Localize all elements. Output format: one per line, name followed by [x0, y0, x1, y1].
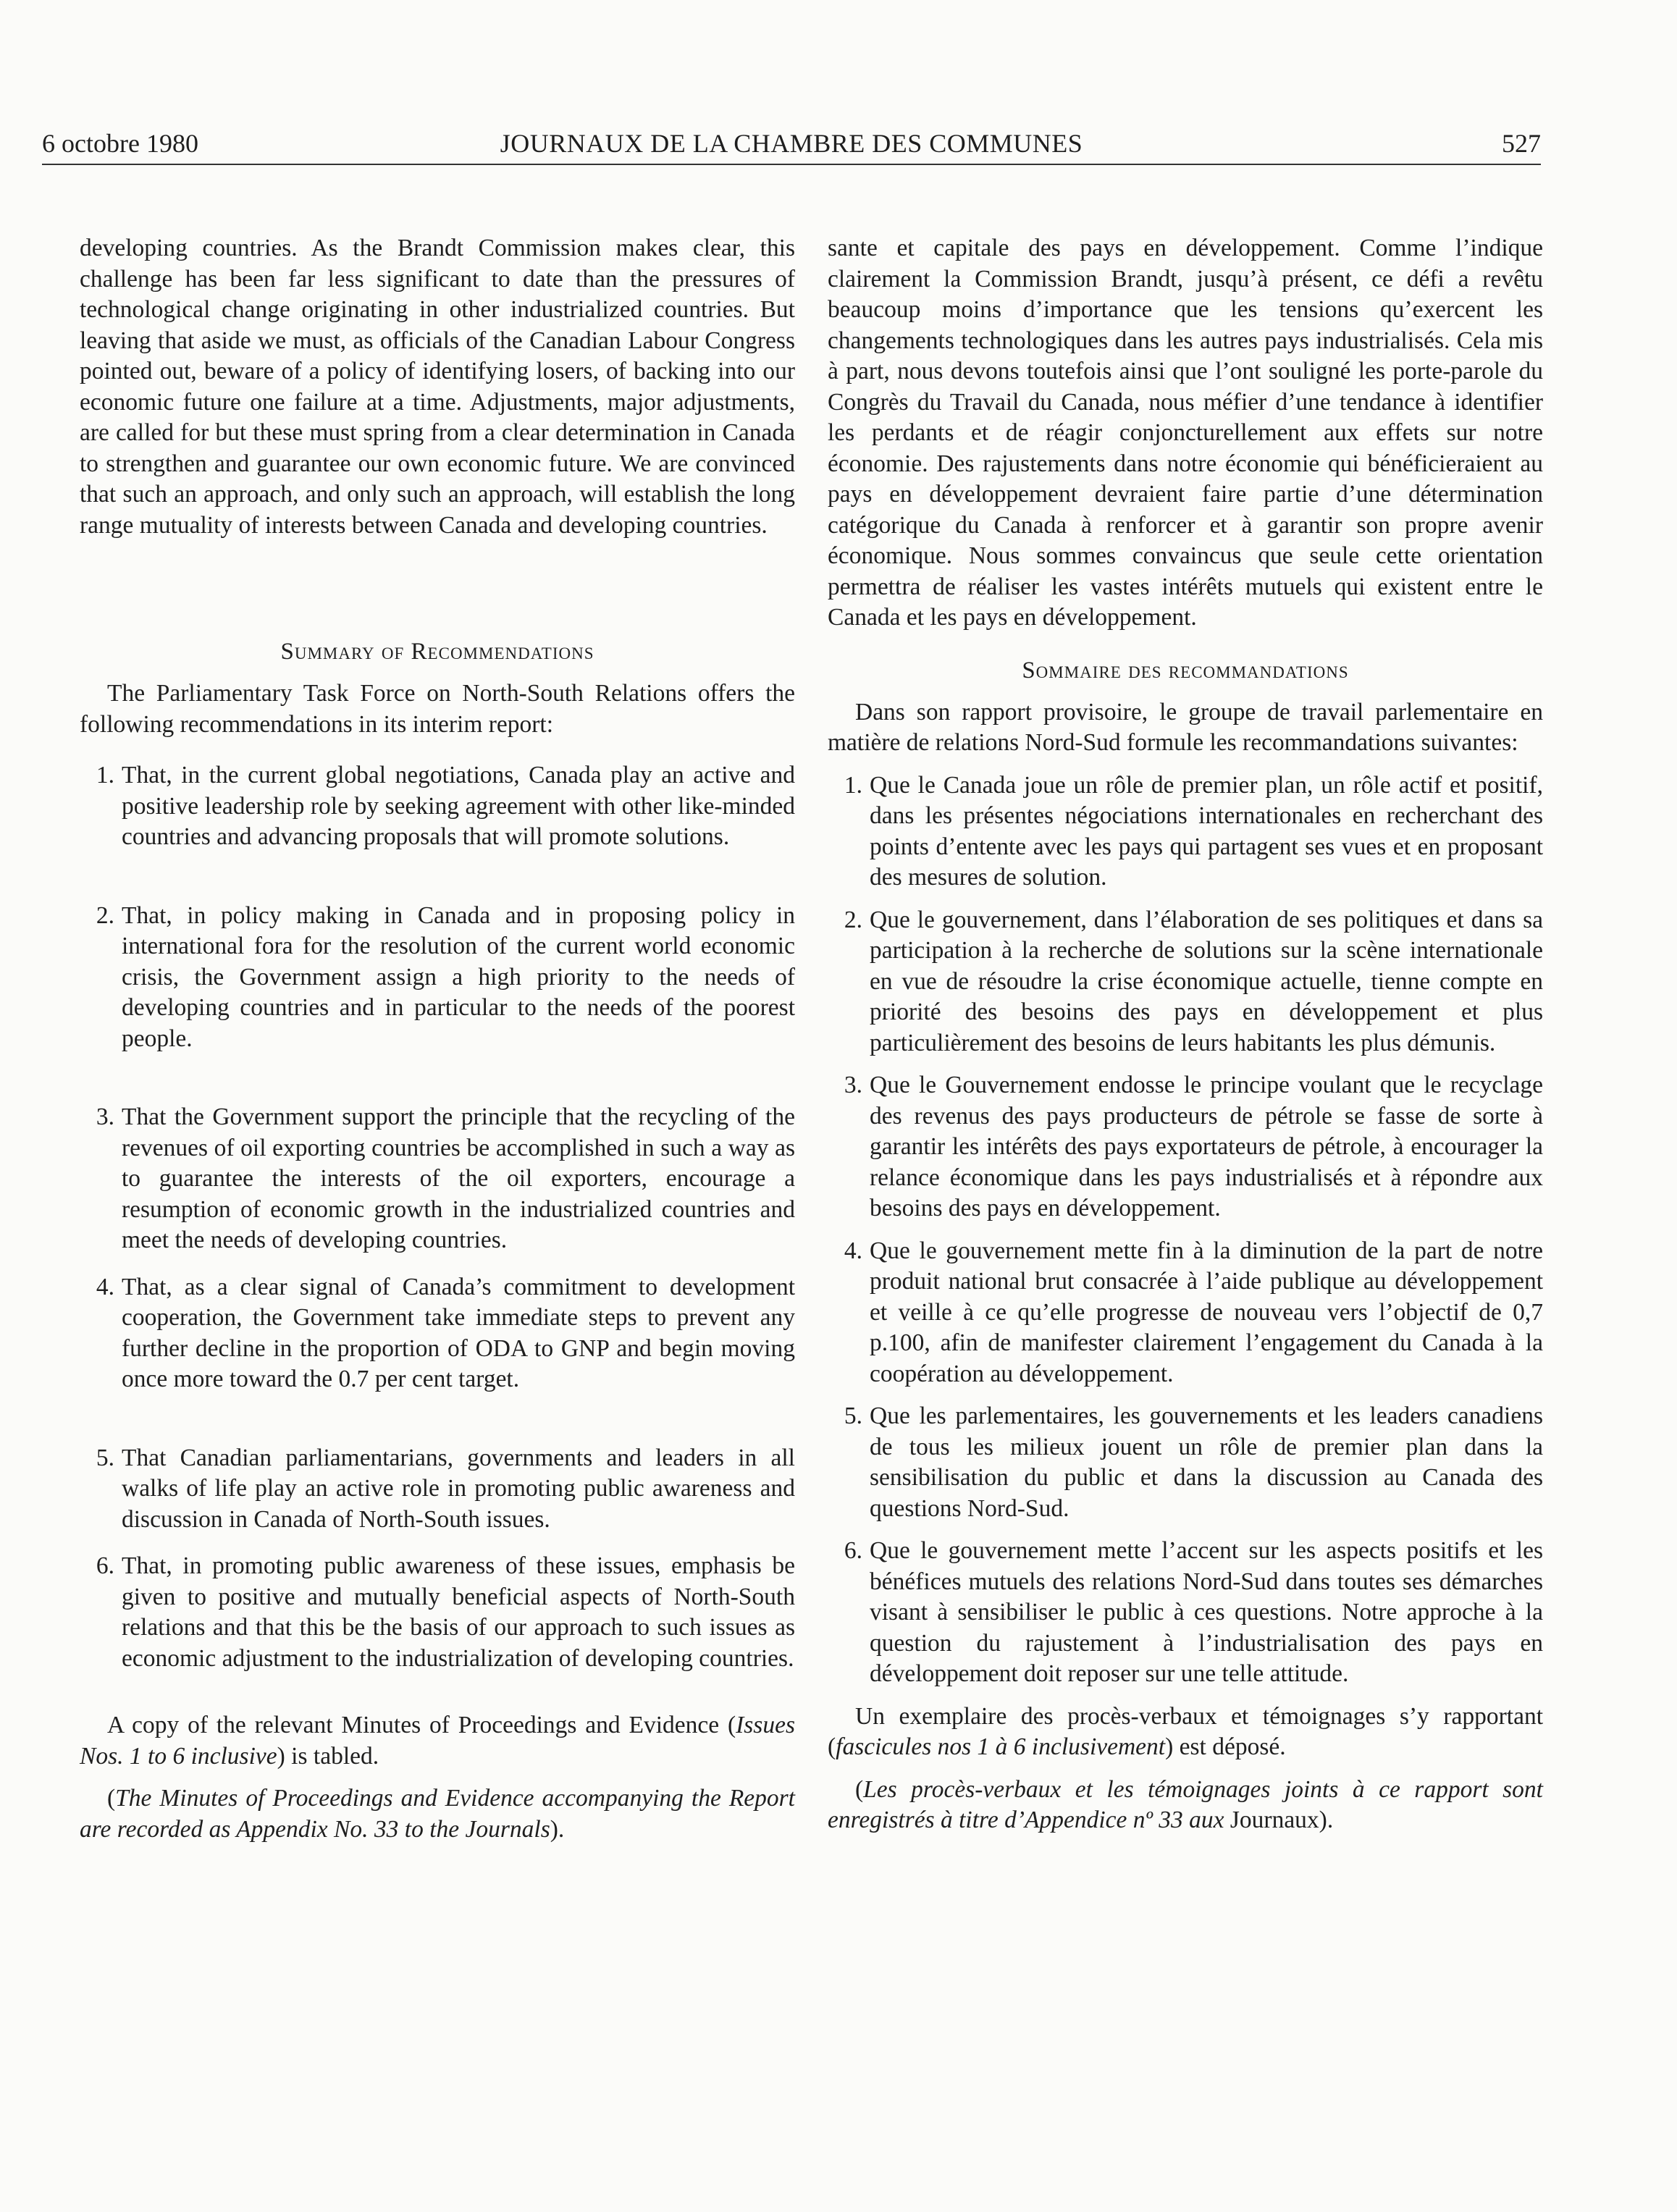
page-header — [42, 126, 1541, 165]
spacer — [80, 740, 795, 760]
spacer — [80, 1772, 795, 1783]
italic-span: fascicules nos 1 à 6 inclusivement — [836, 1733, 1166, 1760]
rec-number: 1. — [844, 771, 862, 799]
rec-number: 5. — [96, 1444, 114, 1471]
rec-text: That, as a clear signal of Canada’s commitment to development cooperation, the Government take immediate steps to prevent any further decline in the proportion of ODA to GNP and begin moving once more toward the 0.7 per cent target. — [122, 1273, 795, 1392]
english-recommendation-3 — [80, 1102, 795, 1256]
rec-text: Que les parlementaires, les gouvernements et les leaders canadiens de tous les milieux jouent un rôle de premier plan dans la sensibilisation du public et dans la discussion au Canada des questions Nord-Sud. — [870, 1403, 1543, 1522]
french-recommendation-3 — [828, 1070, 1543, 1224]
english-recommendation-2 — [80, 901, 795, 1055]
spacer — [828, 1690, 1543, 1702]
spacer — [80, 1535, 795, 1551]
page-number: 527 — [1502, 129, 1541, 158]
french-intro: Dans son rapport provisoire, le groupe de travail parlementaire en matière de relations Nord-Sud formule les recommandations suivantes: — [828, 698, 1543, 756]
english-recommendation-1 — [80, 760, 795, 853]
spacer — [828, 1763, 1543, 1775]
rec-number: 2. — [96, 901, 114, 929]
spacer — [828, 1524, 1543, 1536]
text-span: ) est déposé. — [1165, 1733, 1286, 1760]
text-span: ) is tabled. — [277, 1742, 379, 1770]
french-recommendation-6 — [828, 1536, 1543, 1690]
rec-text: That Canadian parliamentarians, governments and leaders in all walks of life play an active role in promoting public awareness and discussion in Canada of North-South issues. — [122, 1444, 795, 1533]
english-section-heading: Summary of Recommendations — [280, 639, 594, 665]
header-title: JOURNAUX DE LA CHAMBRE DES COMMUNES — [500, 129, 1083, 158]
spacer — [828, 1389, 1543, 1401]
spacer — [80, 1674, 795, 1710]
header-date: 6 octobre 1980 — [42, 129, 198, 158]
rec-number: 4. — [96, 1273, 114, 1300]
french-recommendation-5 — [828, 1401, 1543, 1524]
rec-number: 2. — [844, 906, 862, 933]
rec-text: Que le gouvernement mette l’accent sur les aspects positifs et les bénéfices mutuels des relations Nord-Sud dans toutes ses démarches visant à sensibiliser le public à ces questions. Notre approche à la question du rajustement à l’industrialisation des pays en développement doit reposer sur une telle attitude. — [870, 1537, 1543, 1687]
spacer — [828, 1059, 1543, 1070]
french-recommendation-4 — [828, 1236, 1543, 1390]
english-recommendation-5 — [80, 1443, 795, 1536]
spacer — [80, 1054, 795, 1102]
rec-number: 5. — [844, 1403, 862, 1429]
rec-text: That, in policy making in Canada and in proposing policy in international fora for the resolution of the current world economic crisis, the Government assign a high priority to the needs of developing countries and in particular to the needs of the poorest people. — [122, 901, 795, 1052]
rec-text: That the Government support the principle that the recycling of the revenues of oil exporting countries be accomplished in such a way as to guarantee the interests of the oil exporters, encourage a resumption of economic growth in the industrialized countries and meet the needs of developing countries. — [122, 1103, 795, 1253]
italic-span: The Minutes of Proceedings and Evidence accompanying the Report are recorded as Appendix No. 33 to the Journals — [80, 1785, 795, 1843]
rec-text: Que le Gouvernement endosse le principe voulant que le recyclage des revenus des pays producteurs de pétrole se fasse de sorte à garantir les intérêts des pays exportateurs de pétrole, à encourager la relance économique dans les pays industrialisés et à répondre aux besoins des pays en développement. — [870, 1072, 1543, 1221]
french-appendix-note — [828, 1775, 1543, 1836]
spacer — [828, 1224, 1543, 1236]
english-recommendation-6 — [80, 1551, 795, 1674]
text-span: ). — [550, 1815, 565, 1843]
rec-number: 6. — [844, 1537, 862, 1564]
spacer — [828, 759, 1543, 770]
rec-number: 6. — [96, 1552, 114, 1579]
rec-text: That, in promoting public awareness of these issues, emphasis be given to positive and mutually beneficial aspects of North-South relations and that this be the basis of our approach to such issues as economic adjustment to the industrialization of developing countries. — [122, 1552, 795, 1672]
rec-text: Que le gouvernement mette fin à la diminution de la part de notre produit national brut consacrée à l’aide publique au développement et veille à ce qu’elle progresse de nouveau vers l’objectif de 0,7 p.100, afin de manifester clairement l’engagement du Canada à la coopération au développement. — [870, 1237, 1543, 1387]
rec-number: 3. — [96, 1103, 114, 1130]
italic-span: Issues Nos. 1 to 6 inclusive — [80, 1712, 795, 1770]
text-span: A copy of the relevant Minutes of Proceedings and Evidence ( — [107, 1712, 736, 1738]
french-recommendation-2 — [828, 905, 1543, 1059]
spacer — [80, 541, 795, 636]
italic-span: Les procès-verbaux et les témoignages joints à ce rapport sont enregistrés à titre d’Appendice nº 33 aux — [828, 1775, 1543, 1833]
english-recommendation-4 — [80, 1272, 795, 1395]
text-span: Journaux). — [1224, 1807, 1334, 1833]
french-section-heading: Sommaire des recommandations — [1022, 657, 1349, 684]
rec-text: Que le Canada joue un rôle de premier plan, un rôle actif et positif, dans les présentes négociations internationales en recherchant des points d’entente avec les pays qui partagent ses vues et en proposant des mesures de solution. — [870, 771, 1543, 891]
english-opening-paragraph: developing countries. As the Brandt Commission makes clear, this challenge has been far less significant to date than the pressures of technological change originating in other industrialized countries. But leaving that aside we must, as officials of the Canadian Labour Congress pointed out, beware of a policy of identifying losers, of backing into our economic future one failure at a time. Adjustments, major adjustments, are called for but these must spring from a clear determination in Canada to strengthen and guarantee our own economic future. We are convinced that such an approach, and only such an approach, will establish the long range mutuality of interests between Canada and developing countries. — [80, 235, 795, 539]
french-tabled-note — [828, 1702, 1543, 1763]
spacer — [80, 1395, 795, 1443]
spacer — [828, 893, 1543, 905]
rec-number: 1. — [96, 762, 114, 789]
rec-text: That, in the current global negotiations, Canada play an active and positive leadership role by seeking agreement with other like-minded countries and advancing proposals that will promote solutions. — [122, 762, 795, 850]
english-intro: The Parliamentary Task Force on North-South Relations offers the following recommendations in its interim report: — [80, 680, 795, 738]
spacer — [80, 853, 795, 901]
french-recommendation-1 — [828, 770, 1543, 893]
rec-number: 3. — [844, 1072, 862, 1098]
text-span: Un exemplaire des procès-verbaux et témoignages s’y rapportant ( — [828, 1702, 1543, 1760]
french-column — [828, 233, 1543, 1836]
french-opening-paragraph: sante et capitale des pays en développement. Comme l’indique clairement la Commission Brandt, jusqu’à présent, ce défi a revêtu beaucoup moins d’importance que les tensions qu’exercent les changements technologiques dans les autres pays industrialisés. Cela mis à part, nous devons toutefois ainsi que l’ont souligné les porte-parole du Congrès du Travail du Canada, nous méfier d’une tendance à identifier les perdants et de réagir conjoncturellement aux effets sur notre économie. Des rajustements dans notre économie qui bénéficieraient au pays en développement devraient faire partie d’une détermination catégorique du Canada à renforcer et à garantir son propre avenir économique. Nous sommes convaincus que seule cette orientation permettra de réaliser les vastes intérêts mutuels qui existent entre le Canada et les pays en développement. — [828, 235, 1543, 631]
rec-number: 4. — [844, 1237, 862, 1264]
spacer — [80, 1256, 795, 1272]
text-span: ( — [107, 1785, 116, 1812]
text-span: ( — [855, 1775, 864, 1803]
spacer — [828, 634, 1543, 655]
english-appendix-note — [80, 1783, 795, 1845]
english-tabled-note — [80, 1710, 795, 1772]
english-column — [80, 233, 795, 1845]
rec-text: Que le gouvernement, dans l’élaboration de ses politiques et dans sa participation à la recherche de solutions sur la scène internationale en vue de résoudre la crise économique actuelle, tienne compte en priorité des besoins des pays en développement et plus particulièrement des besoins de leurs habitants les plus démunis. — [870, 906, 1543, 1056]
